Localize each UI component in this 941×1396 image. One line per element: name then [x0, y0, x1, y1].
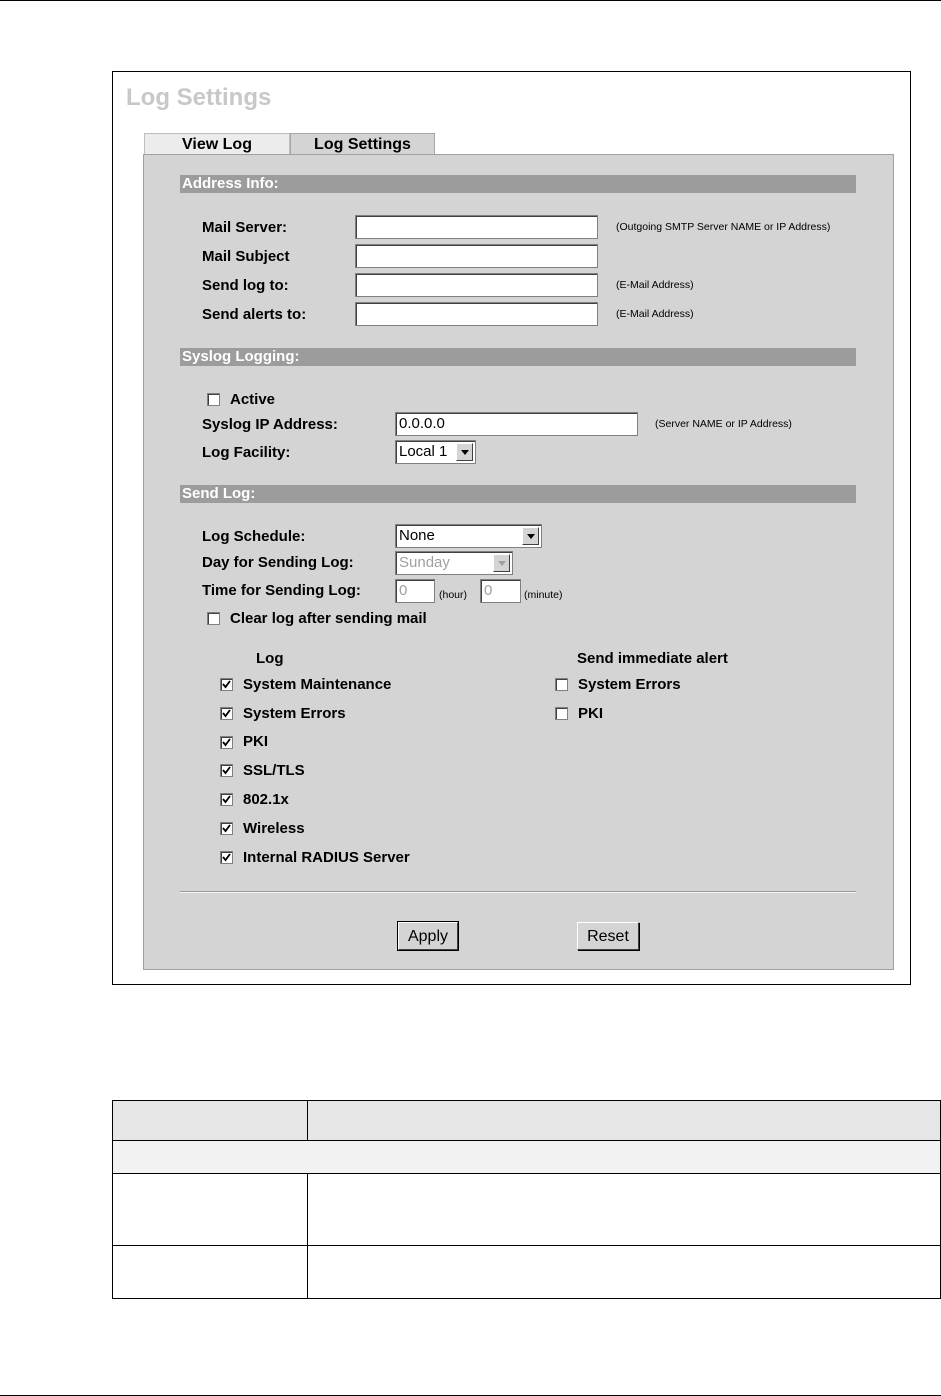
check-icon: [222, 824, 231, 833]
mail-server-label: Mail Server:: [202, 219, 288, 236]
table-cell: [113, 1141, 941, 1174]
log-ssl-tls-label: SSL/TLS: [243, 762, 305, 779]
log-facility-label: Log Facility:: [202, 444, 291, 461]
log-system-maintenance-checkbox[interactable]: [220, 678, 233, 691]
table-cell: [113, 1174, 308, 1246]
tab-log-settings[interactable]: Log Settings: [290, 133, 435, 155]
alert-pki-checkbox[interactable]: [555, 707, 568, 720]
check-icon: [222, 709, 231, 718]
mail-subject-label: Mail Subject: [202, 248, 290, 265]
check-icon: [222, 738, 231, 747]
chevron-down-icon[interactable]: [493, 554, 510, 572]
send-log-to-hint: (E-Mail Address): [616, 279, 694, 291]
log-system-maintenance-label: System Maintenance: [243, 676, 392, 693]
send-log-heading: Send Log:: [180, 485, 856, 503]
syslog-ip-hint: (Server NAME or IP Address): [655, 418, 792, 430]
mail-server-input[interactable]: [355, 215, 598, 239]
clear-log-label: Clear log after sending mail: [230, 610, 427, 627]
log-ssl-tls-checkbox[interactable]: [220, 764, 233, 777]
alert-system-errors-label: System Errors: [578, 676, 681, 693]
table-row: [113, 1141, 941, 1174]
check-icon: [222, 795, 231, 804]
log-schedule-label: Log Schedule:: [202, 528, 306, 545]
log-wireless-label: Wireless: [243, 820, 305, 837]
send-log-to-input[interactable]: [355, 273, 598, 297]
log-pki-checkbox[interactable]: [220, 736, 233, 749]
table-cell: [308, 1101, 941, 1141]
alert-column-heading: Send immediate alert: [577, 650, 728, 667]
tab-view-log[interactable]: View Log: [144, 133, 290, 155]
reset-button[interactable]: Reset: [577, 922, 639, 950]
mail-subject-input[interactable]: [355, 244, 598, 268]
send-alerts-to-hint: (E-Mail Address): [616, 308, 694, 320]
table-cell: [308, 1246, 941, 1299]
check-icon: [222, 680, 231, 689]
syslog-heading: Syslog Logging:: [180, 348, 856, 366]
alert-system-errors-checkbox[interactable]: [555, 678, 568, 691]
table-row: [113, 1174, 941, 1246]
hour-unit: (hour): [439, 589, 468, 601]
send-log-to-label: Send log to:: [202, 277, 289, 294]
syslog-active-checkbox[interactable]: [207, 393, 220, 406]
apply-button[interactable]: Apply: [398, 922, 458, 950]
check-icon: [222, 853, 231, 862]
syslog-ip-label: Syslog IP Address:: [202, 416, 338, 433]
chevron-down-icon[interactable]: [522, 527, 539, 545]
log-8021x-label: 802.1x: [243, 791, 289, 808]
description-table: [112, 1100, 941, 1299]
log-radius-label: Internal RADIUS Server: [243, 849, 410, 866]
send-alerts-to-label: Send alerts to:: [202, 306, 307, 323]
syslog-active-label: Active: [230, 391, 276, 408]
chevron-down-icon[interactable]: [456, 443, 473, 461]
log-facility-value: Local 1: [399, 443, 448, 460]
log-schedule-value: None: [399, 527, 435, 544]
minute-unit: (minute): [524, 589, 563, 601]
log-column-heading: Log: [256, 650, 284, 667]
day-sending-value: Sunday: [399, 554, 450, 571]
check-icon: [222, 766, 231, 775]
log-schedule-select[interactable]: [395, 524, 542, 548]
table-row: [113, 1246, 941, 1299]
alert-pki-label: PKI: [578, 705, 604, 722]
day-sending-select[interactable]: [395, 551, 513, 575]
log-radius-checkbox[interactable]: [220, 851, 233, 864]
table-header-row: [113, 1101, 941, 1141]
mail-server-hint: (Outgoing SMTP Server NAME or IP Address): [616, 221, 831, 233]
table-cell: [113, 1101, 308, 1141]
minute-input[interactable]: 0: [480, 579, 521, 603]
day-sending-label: Day for Sending Log:: [202, 554, 354, 571]
log-wireless-checkbox[interactable]: [220, 822, 233, 835]
page-top-rule: [0, 0, 941, 1]
log-8021x-checkbox[interactable]: [220, 793, 233, 806]
address-info-heading: Address Info:: [180, 175, 856, 193]
log-pki-label: PKI: [243, 733, 269, 750]
clear-log-checkbox[interactable]: [207, 612, 220, 625]
divider: [180, 891, 856, 893]
hour-input[interactable]: 0: [395, 579, 435, 603]
send-alerts-to-input[interactable]: [355, 302, 598, 326]
syslog-ip-input[interactable]: 0.0.0.0: [395, 412, 638, 436]
time-sending-label: Time for Sending Log:: [202, 582, 361, 599]
table-cell: [113, 1246, 308, 1299]
page-title: Log Settings: [126, 84, 272, 111]
log-system-errors-label: System Errors: [243, 705, 346, 722]
log-facility-select[interactable]: [395, 440, 476, 464]
table-cell: [308, 1174, 941, 1246]
log-system-errors-checkbox[interactable]: [220, 707, 233, 720]
